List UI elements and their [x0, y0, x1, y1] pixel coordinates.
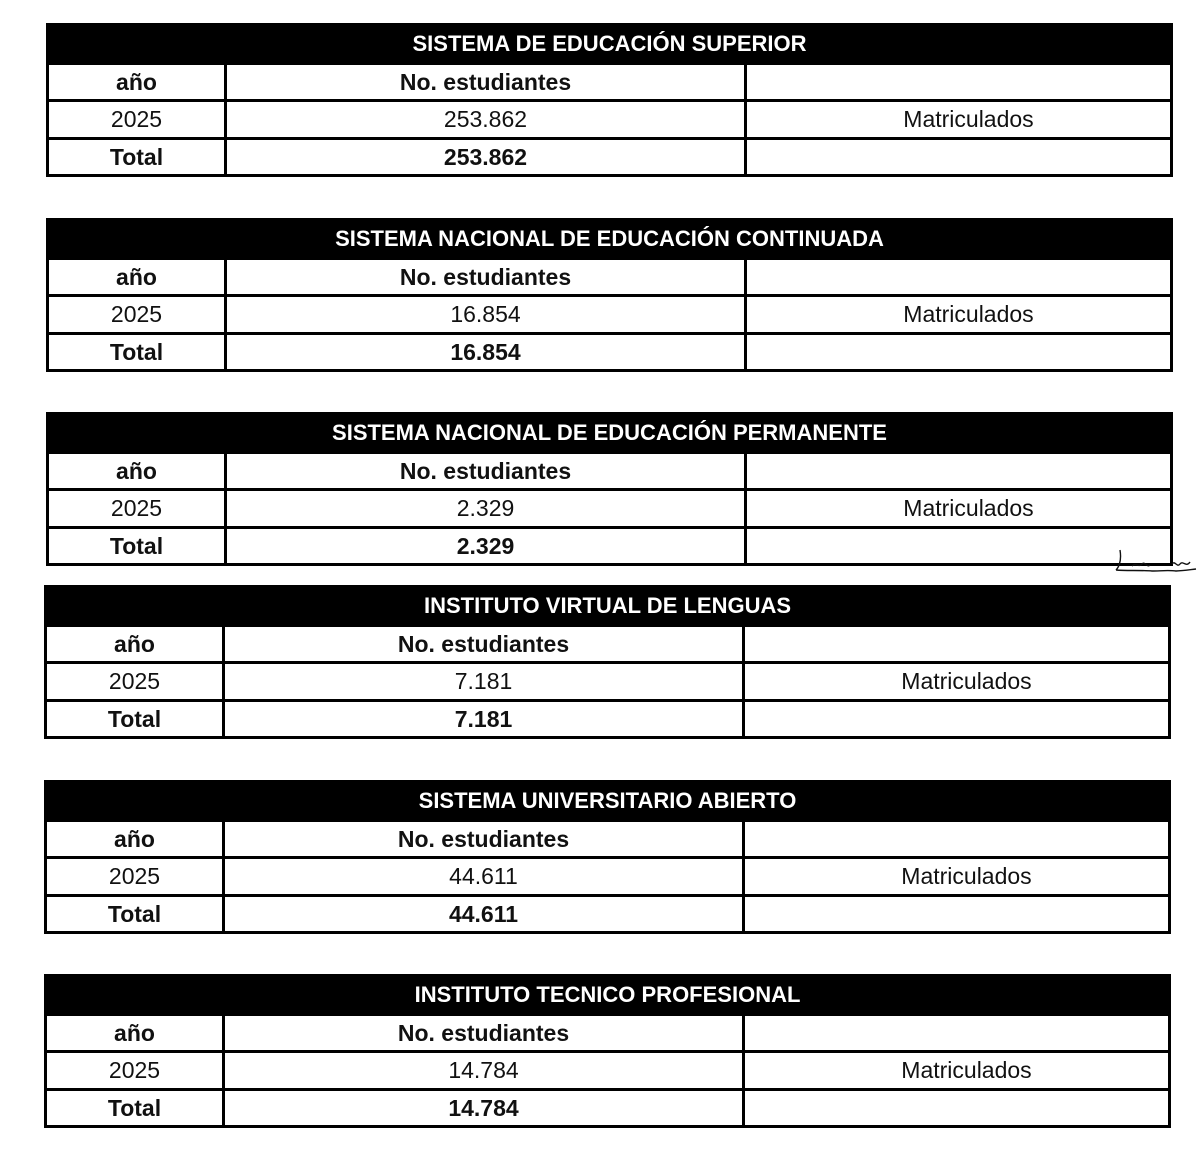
total-value: 7.181 — [224, 701, 744, 738]
year-cell: 2025 — [48, 490, 226, 528]
extra-header — [746, 259, 1172, 296]
status-cell: Matriculados — [746, 490, 1172, 528]
students-cell: 16.854 — [226, 296, 746, 334]
table-title: SISTEMA UNIVERSITARIO ABIERTO — [46, 782, 1170, 821]
total-label: Total — [46, 701, 224, 738]
extra-header — [746, 453, 1172, 490]
extra-header — [744, 626, 1170, 663]
empty-cell — [746, 139, 1172, 176]
extra-header — [744, 821, 1170, 858]
total-value: 14.784 — [224, 1090, 744, 1127]
status-cell: Matriculados — [746, 296, 1172, 334]
empty-cell — [744, 896, 1170, 933]
total-label: Total — [48, 528, 226, 565]
table-title: INSTITUTO TECNICO PROFESIONAL — [46, 976, 1170, 1015]
students-header: No. estudiantes — [226, 453, 746, 490]
table-educacion-permanente — [46, 412, 1173, 566]
empty-cell — [746, 528, 1172, 565]
year-header: año — [48, 259, 226, 296]
status-cell: Matriculados — [744, 1052, 1170, 1090]
year-cell: 2025 — [46, 858, 224, 896]
students-cell: 44.611 — [224, 858, 744, 896]
table-title: SISTEMA DE EDUCACIÓN SUPERIOR — [48, 25, 1172, 64]
year-header: año — [46, 626, 224, 663]
students-header: No. estudiantes — [224, 626, 744, 663]
students-header: No. estudiantes — [224, 1015, 744, 1052]
status-cell: Matriculados — [744, 663, 1170, 701]
empty-cell — [746, 334, 1172, 371]
table-educacion-continuada — [46, 218, 1173, 372]
total-value: 16.854 — [226, 334, 746, 371]
year-header: año — [46, 1015, 224, 1052]
students-cell: 14.784 — [224, 1052, 744, 1090]
empty-cell — [744, 1090, 1170, 1127]
table-title: INSTITUTO VIRTUAL DE LENGUAS — [46, 587, 1170, 626]
total-label: Total — [48, 334, 226, 371]
total-value: 253.862 — [226, 139, 746, 176]
table-tecnico-profesional — [44, 974, 1171, 1128]
status-cell: Matriculados — [744, 858, 1170, 896]
students-cell: 253.862 — [226, 101, 746, 139]
table-title: SISTEMA NACIONAL DE EDUCACIÓN PERMANENTE — [48, 414, 1172, 453]
year-cell: 2025 — [46, 1052, 224, 1090]
extra-header — [746, 64, 1172, 101]
students-header: No. estudiantes — [224, 821, 744, 858]
table-instituto-virtual-lenguas — [44, 585, 1171, 739]
students-cell: 2.329 — [226, 490, 746, 528]
year-header: año — [46, 821, 224, 858]
empty-cell — [744, 701, 1170, 738]
students-cell: 7.181 — [224, 663, 744, 701]
table-universitario-abierto — [44, 780, 1171, 934]
table-title: SISTEMA NACIONAL DE EDUCACIÓN CONTINUADA — [48, 220, 1172, 259]
students-header: No. estudiantes — [226, 259, 746, 296]
total-label: Total — [48, 139, 226, 176]
total-label: Total — [46, 1090, 224, 1127]
total-value: 44.611 — [224, 896, 744, 933]
total-value: 2.329 — [226, 528, 746, 565]
year-cell: 2025 — [46, 663, 224, 701]
table-educacion-superior — [46, 23, 1173, 177]
year-header: año — [48, 453, 226, 490]
year-cell: 2025 — [48, 296, 226, 334]
extra-header — [744, 1015, 1170, 1052]
signature-mark — [1112, 540, 1200, 586]
year-header: año — [48, 64, 226, 101]
year-cell: 2025 — [48, 101, 226, 139]
status-cell: Matriculados — [746, 101, 1172, 139]
students-header: No. estudiantes — [226, 64, 746, 101]
total-label: Total — [46, 896, 224, 933]
